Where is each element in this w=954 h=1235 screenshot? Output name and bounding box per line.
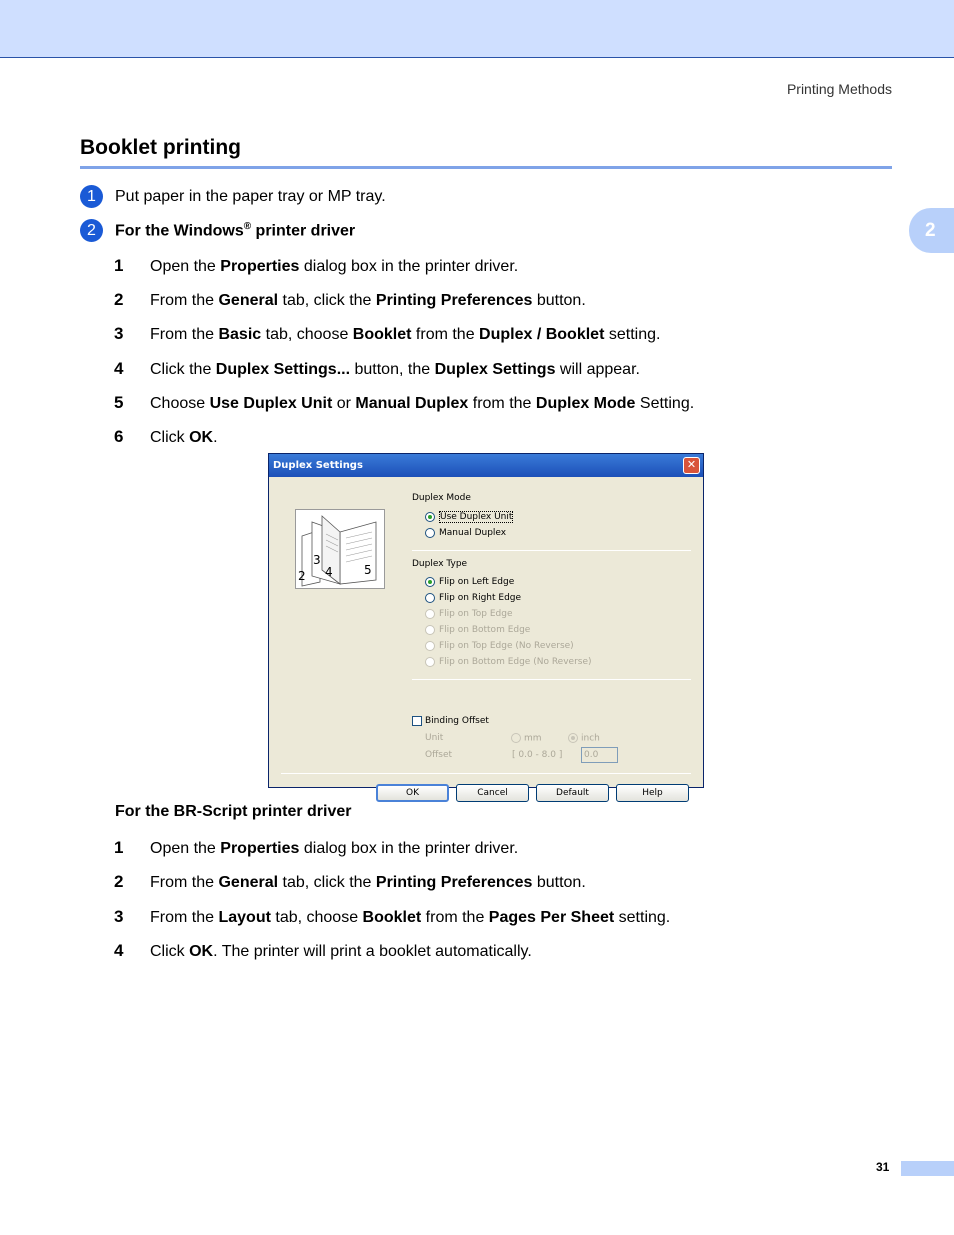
help-button[interactable]: Help (616, 784, 689, 802)
step-2 (80, 219, 355, 242)
numbered-step (114, 324, 660, 344)
emphasis-text: Basic (218, 326, 262, 344)
step-text: Setting. (635, 394, 695, 412)
emphasis-text: OK (189, 942, 214, 960)
unit-inch-radio: inch (568, 733, 600, 744)
radio-selected-icon (425, 577, 435, 587)
emphasis-text: Duplex Settings (434, 360, 556, 378)
step-text: setting. (604, 326, 661, 344)
chapter-tab: 2 (909, 208, 954, 253)
numbered-step (114, 256, 518, 276)
radio-icon (511, 733, 521, 743)
numbered-step (114, 290, 586, 310)
header-band (0, 0, 954, 58)
step-number: 2 (114, 290, 124, 310)
step-text: Put paper in the paper tray or MP tray. (115, 187, 386, 205)
step-number: 1 (114, 838, 124, 857)
step-number: 4 (114, 358, 124, 378)
duplex-type-label: Duplex Type (412, 559, 468, 569)
step-number-icon: 1 (80, 185, 103, 208)
flip-bottom-edge-no-reverse-radio: Flip on Bottom Edge (No Reverse) (425, 657, 592, 667)
emphasis-text: Duplex Mode (535, 394, 636, 412)
emphasis-text: Booklet (362, 908, 422, 926)
emphasis-text: Properties (220, 840, 300, 857)
step-text: or (332, 394, 356, 412)
manual-duplex-radio[interactable]: Manual Duplex (425, 528, 506, 538)
page-number-2: 2 (298, 569, 306, 583)
step-text: . (213, 429, 218, 446)
numbered-step (114, 393, 694, 413)
radio-selected-icon (568, 733, 578, 743)
step-number: 4 (114, 940, 124, 960)
binding-offset-checkbox[interactable]: Binding Offset (412, 716, 489, 726)
radio-icon (425, 593, 435, 603)
radio-selected-icon (425, 512, 435, 522)
numbered-step (114, 941, 532, 961)
duplex-mode-label: Duplex Mode (412, 493, 471, 503)
step-text: Open the (150, 840, 221, 857)
footer-bar (901, 1161, 954, 1176)
page-number: 31 (876, 1160, 890, 1174)
step-text: Open the (150, 258, 221, 275)
step-text: Click the (150, 360, 216, 378)
step-number: 2 (114, 872, 124, 892)
step-text: dialog box in the printer driver. (299, 258, 519, 275)
separator (412, 679, 691, 680)
unit-mm-radio: mm (511, 733, 542, 744)
emphasis-text: Pages Per Sheet (488, 908, 615, 926)
emphasis-text: Properties (220, 258, 300, 275)
step-text: Choose (150, 394, 210, 412)
default-button[interactable]: Default (536, 784, 609, 802)
booklet-preview-icon (295, 509, 385, 589)
radio-icon (425, 609, 435, 619)
checkbox-icon (412, 716, 422, 726)
flip-bottom-edge-radio: Flip on Bottom Edge (425, 625, 530, 635)
emphasis-text: OK (189, 429, 214, 446)
section-title: Booklet printing (80, 136, 241, 159)
step-text: button. (532, 292, 586, 310)
step-text: Click (150, 429, 190, 446)
emphasis-text: General (218, 292, 279, 310)
windows-driver-heading: For the Windows® printer driver (115, 220, 356, 240)
numbered-step (114, 872, 586, 892)
emphasis-text: Duplex / Booklet (479, 326, 605, 344)
step-text: tab, choose (261, 326, 353, 344)
separator (412, 550, 691, 551)
running-header: Printing Methods (786, 81, 892, 97)
offset-label: Offset (425, 750, 453, 760)
step-text: tab, click the (278, 292, 376, 310)
duplex-settings-dialog (268, 453, 704, 798)
step-text: button, the (350, 360, 435, 378)
flip-left-edge-radio[interactable]: Flip on Left Edge (425, 577, 514, 587)
emphasis-text: Printing Preferences (375, 292, 533, 310)
step-text: from the (421, 908, 489, 926)
step-text: dialog box in the printer driver. (299, 840, 519, 857)
flip-top-edge-radio: Flip on Top Edge (425, 609, 513, 619)
step-number: 6 (114, 427, 124, 446)
numbered-step (114, 359, 640, 379)
unit-label: Unit (425, 733, 444, 743)
step-text: from the (411, 326, 480, 344)
cancel-button[interactable]: Cancel (456, 784, 529, 802)
radio-icon (425, 657, 435, 667)
dialog-title-bar (269, 454, 703, 477)
ok-button[interactable]: OK (376, 784, 449, 802)
page-number-3: 3 (313, 553, 321, 567)
emphasis-text: Layout (218, 908, 271, 926)
numbered-step (114, 907, 670, 927)
numbered-step (114, 427, 218, 447)
offset-input: 0.0 (581, 747, 618, 763)
numbered-step (114, 838, 518, 858)
flip-right-edge-radio[interactable]: Flip on Right Edge (425, 593, 521, 603)
step-number-icon: 2 (80, 219, 103, 242)
emphasis-text: Use Duplex Unit (209, 394, 333, 412)
step-text: button. (532, 874, 586, 892)
close-icon[interactable]: ✕ (683, 457, 700, 474)
use-duplex-unit-radio[interactable]: Use Duplex Unit (425, 511, 513, 523)
offset-range: [ 0.0 - 8.0 ] (512, 750, 563, 760)
radio-icon (425, 625, 435, 635)
separator (281, 773, 691, 774)
step-text: From the (150, 874, 219, 892)
emphasis-text: Printing Preferences (375, 874, 533, 892)
emphasis-text: General (218, 874, 279, 892)
step-text: tab, click the (278, 874, 376, 892)
br-script-heading: For the BR-Script printer driver (115, 803, 352, 820)
step-text: will appear. (555, 360, 640, 378)
emphasis-text: Duplex Settings... (215, 360, 351, 378)
step-text: Click (150, 942, 190, 960)
step-number: 5 (114, 392, 124, 412)
step-text: From the (150, 908, 219, 926)
emphasis-text: Manual Duplex (355, 394, 469, 412)
emphasis-text: Booklet (352, 326, 412, 344)
step-number: 3 (114, 906, 124, 926)
page-number-4: 4 (325, 565, 333, 579)
step-text: From the (150, 292, 219, 310)
step-number: 3 (114, 324, 124, 344)
step-text: From the (150, 326, 219, 344)
dialog-title: Duplex Settings (273, 460, 363, 471)
step-1 (80, 185, 386, 208)
title-rule (80, 166, 892, 169)
page-number-5: 5 (364, 563, 372, 577)
flip-top-edge-no-reverse-radio: Flip on Top Edge (No Reverse) (425, 641, 574, 651)
step-text: . The printer will print a booklet automatically. (213, 942, 532, 960)
step-text: tab, choose (270, 908, 363, 926)
step-number: 1 (114, 256, 124, 275)
radio-icon (425, 641, 435, 651)
step-text: from the (468, 394, 536, 412)
radio-icon (425, 528, 435, 538)
step-text: setting. (614, 908, 671, 926)
